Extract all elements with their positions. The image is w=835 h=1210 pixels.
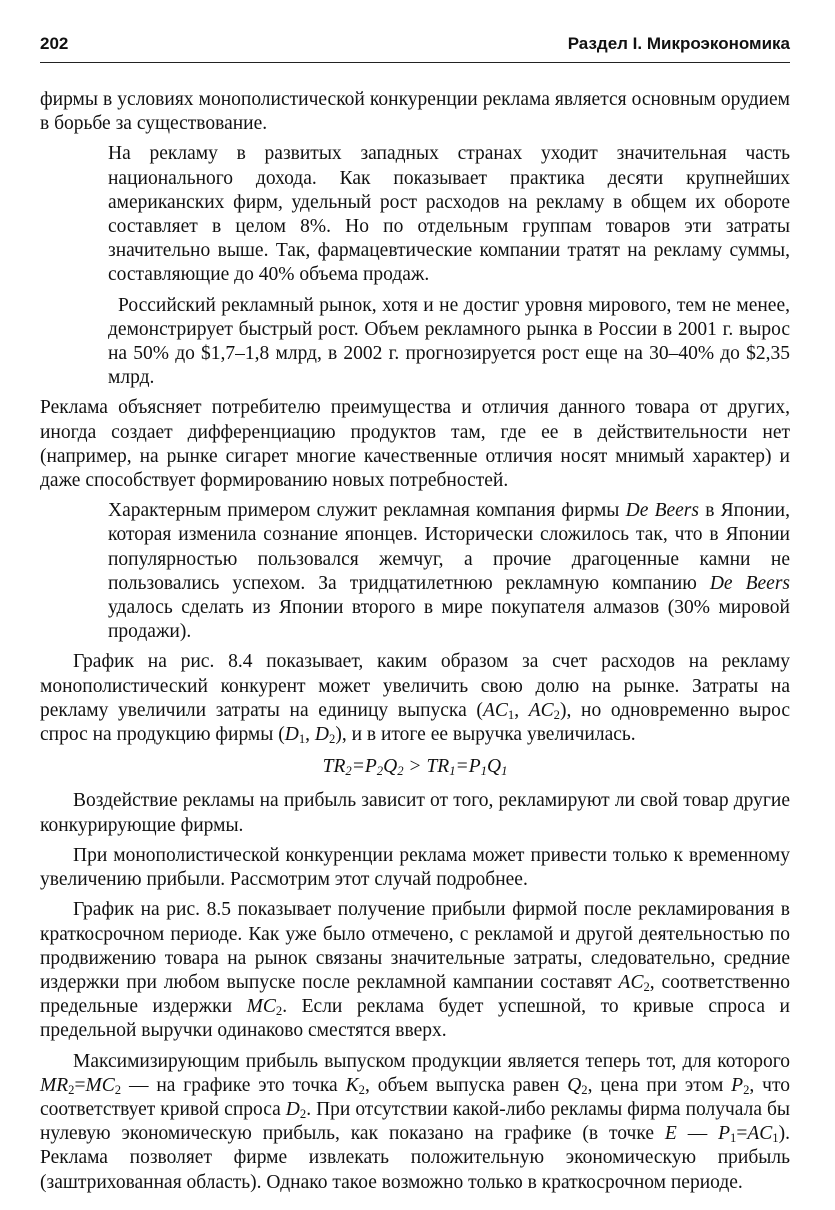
example-block: На рекламу в развитых западных странах уходит значительная часть национального дохода. Как показывает практика десяти крупнейших американских фирм, удельный рост расходов на рекламу в общем их обороте составляет в целом 8%. Но по отдельным группам товаров эти затраты значительно выше. Так, фармацевтические компании тратят на рекламу суммы, составляющие до 40% объема продаж. — [108, 143, 790, 286]
brand-name: De Beers — [625, 500, 699, 522]
page-header — [40, 34, 790, 64]
section-title: Раздел I. Микроэкономика — [567, 34, 790, 53]
example-block: Российский рекламный рынок, хотя и не достиг уровня мирового, тем не менее, демонстрирует быстрый рост. Объем рекламного рынка в России в 2001 г. вырос на 50% до $1,7–1,8 млрд, в 2002 г. прогнозируется рост еще на 30–40% до $2,35 млрд. — [108, 294, 790, 389]
header-rule — [40, 62, 790, 63]
paragraph: При монополистической конкуренции реклама может привести только к временному увеличению прибыли. Рассмотрим этот случай подробнее. — [40, 844, 790, 891]
formula: $TR_2=P_2Q_2 > TR_1=P_1Q_1$ — [322, 756, 508, 779]
paragraph: График на рис. 8.5 показывает получение прибыли фирмой после рекламирования в краткосрочном периоде. Как уже было отмечено, с рекламой и другой деятельностью по продвижению товара на рынок связаны значительные затраты, следовательно, средние издержки при любом выпуске после рекламной кампании составят $AC_2$, соответственно предельные издержки $MC_2$. Если реклама будет успешной, то кривые спроса и предельной выручки одинаково сместятся вверх. — [40, 899, 790, 1042]
body-text — [40, 88, 790, 1201]
brand-name: De Beers — [709, 572, 790, 594]
paragraph: График на рис. 8.4 показывает, каким образом за счет расходов на рекламу монополистический конкурент может увеличить свою долю на рынке. Затраты на рекламу увеличили затраты на единицу выпуска ($AC_1$, $AC_2$), но одновременно вырос спрос на продукцию фирмы ($D_1$, $D_2$), и в итоге ее выручка увеличилась. — [40, 651, 791, 747]
paragraph: Воздействие рекламы на прибыль зависит от того, рекламируют ли свой товар другие конкурирующие фирмы. — [40, 790, 790, 836]
paragraph: фирмы в условиях монополистической конкуренции реклама является основным орудием в борьбе за существование. — [40, 89, 790, 135]
paragraph: Реклама объясняет потребителю преимущества и отличия данного товара от других, иногда создает дифференциацию продуктов там, где ее в действительности нет (например, на рынке сигарет многие качественные отличия носят мнимый характер) и даже способствует формированию новых потребностей. — [40, 397, 790, 492]
page-number: 202 — [40, 34, 69, 53]
example-block: Характерным примером служит рекламная компания фирмы De Beers в Японии, которая изменила сознание японцев. Исторически сложилось так, что в Японии популярностью пользовался жемчуг, а прочие драгоценные камни не пользовались успехом. За тридцатилетнюю рекламную компанию De Beers удалось сделать из Японии второго в мире покупателя алмазов (30% мировой продажи). — [108, 500, 790, 643]
paragraph: Максимизирующим прибыль выпуском продукции является теперь тот, для которого $MR_2=MC_2$ — на графике это точка $K_2$, объем выпуска равен $Q_2$, цена при этом $P_2$, что соответствует кривой спроса $D_2$. При отсутствии какой-либо рекламы фирма получала бы нулевую экономическую прибыль, как показано на графике (в точке E — $P_1=AC_1$). Реклама позволяет фирме извлекать положительную экономическую прибыль (заштрихованная область). Однако такое возможно только в краткосрочном периоде. — [40, 1050, 791, 1193]
